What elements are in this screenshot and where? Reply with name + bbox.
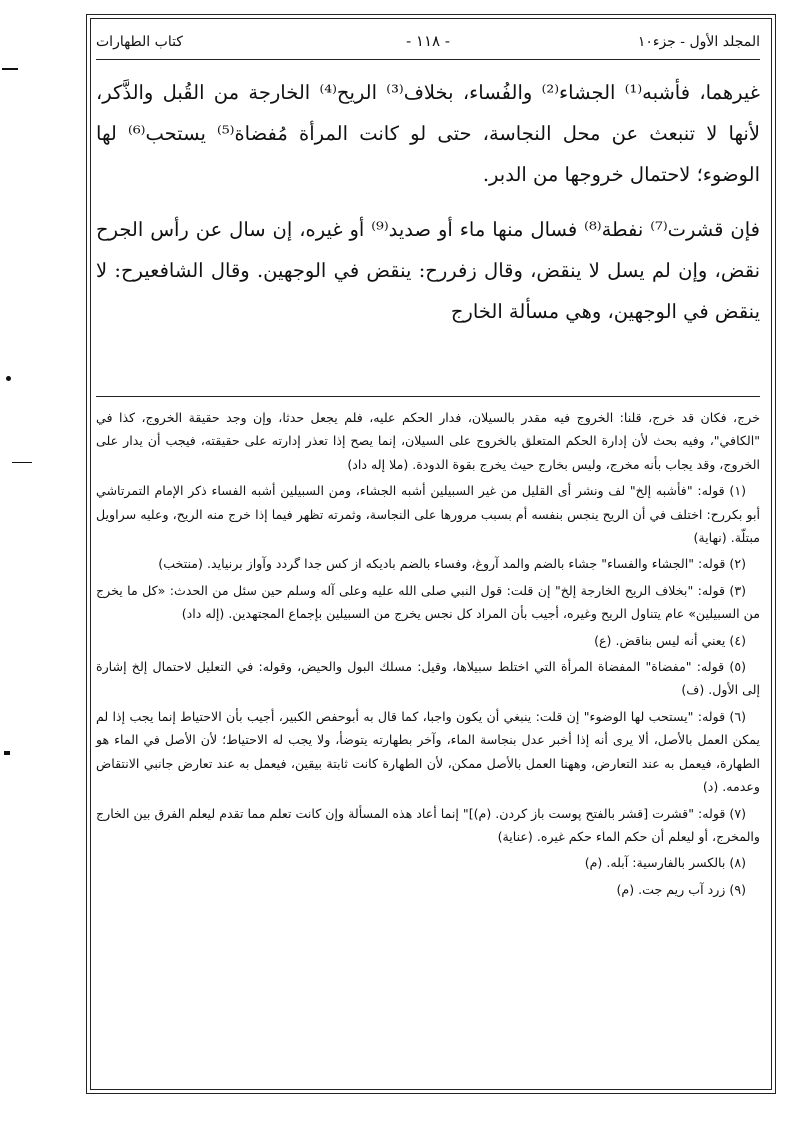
footnote-5: (٥) قوله: "مفضاة" المفضاة المرأة التي اختلط سبيلاها، وقيل: مسلك البول والحيض، وقوله: في التعليل لاحتمال إلخ إشارة إلى الأول. (ف) [96,659,760,698]
footnote-6: (٦) قوله: "يستحب لها الوضوء" إن قلت: ينبغي أن يكون واجبا، كما قال به أبوحفص الكبير، أجيب بأن الاحتياط إنما يجب إذا لم يمكن العمل بالأصل، ألا يرى أنه إذا أخبر عدل بنجاسة الماء، وآخر بطهارته يتوضأ، ولا يجب له الاحتياط؛ لأن الأصل في الماء هو الطهارة، فيعمل به عند التعارض، وههنا العمل بالأصل ممكن، لأن الطهارة كانت ثابتة بيقين، فيعمل به عند تعارض جانبي الانتقاض وعدمه. (د) [96,708,760,795]
scan-mark [4,751,10,755]
footnote-separator [96,396,760,397]
page-header [96,26,760,54]
footnote-8: (٨) بالكسر بالفارسية: آبله. (م) [584,855,746,871]
volume-label: المجلد الأول - جزء١٠ [637,34,760,50]
scan-mark [6,376,11,381]
main-paragraph-1: غيرهما، فأشبه⁽¹⁾ الجشاء⁽²⁾ والفُساء، بخلاف⁽³⁾ الريح⁽⁴⁾ الخارجة من القُبل والذَّكر، لأنها لا تنبعث عن محل النجاسة، حتى لو كانت المرأة مُفضاة⁽⁵⁾ يستحب⁽⁶⁾ لها الوضوء؛ لاحتمال خروجها من الدبر. [96,81,760,186]
book-title: كتاب الطهارات [96,34,183,50]
footnote-continuation: خرج، فكان قد خرج، قلنا: الخروج فيه مقدر بالسيلان، فدار الحكم عليه، فلم يجعل حدثا، وإن وجد حقيقة الخروج، كذا في "الكافي"، وفيه بحث لأن إدارة الحكم المتعلق بالخروج على السيلان، إنما يصح إذا تعذر إدارته على حقيقته، فيجب أن يدار على الخروج، وقد يجاب بأنه مخرج، وليس بخارج حيث يخرج بقوة الدودة. (ملا إله داد) [96,410,760,472]
footnote-4: (٤) يعني أنه ليس بناقض. (ع) [594,632,746,648]
footnote-2: (٢) قوله: "الجشاء والفساء" جشاء بالضم والمد آروغ، وفساء بالضم باديكه از كس جدا گردد وآواز برنيايد. (منتخب) [158,556,746,572]
footnotes [96,406,760,904]
page-number: - ١١٨ - [406,32,450,50]
footnote-1: (١) قوله: "فأشبه إلخ" لف ونشر أى القليل من غير السبيلين أشبه الجشاء، ومن السبيلين أشبه الفساء ذكر الإمام التمرتاشي أبو بكررح: اختلف في أن الريح ينجس بنفسه أم بسبب مرورها على النجاسة، وثمرته تظهر فيما إذا خرج منه الريح، وعليه سراويل مبتلّة. (نهاية) [96,483,760,546]
main-paragraph-2: فإن قشرت⁽⁷⁾ نفطة⁽⁸⁾ فسال منها ماء أو صديد⁽⁹⁾ أو غيره، إن سال عن رأس الجرح نقض، وإن لم يسل لا ينقض، وقال زفررح: ينقض في الوجهين. وقال الشافعيرح: لا ينقض في الوجهين، وهي مسألة الخارج [96,218,760,323]
scan-mark [2,68,18,70]
header-rule [96,59,760,60]
footnote-9: (٩) زرد آب ريم جت. (م) [616,881,746,897]
scan-mark [12,462,32,463]
footnote-7: (٧) قوله: "قشرت [قشر بالفتح پوست باز كردن. (م)]" إنما أعاد هذه المسألة وإن كانت تعلم مما تقدم ليعلم الفرق بين الخارج والمخرج، أو ليعلم أن حكم الماء حكم غيره. (عناية) [96,805,760,844]
main-text [96,72,760,332]
footnote-3: (٣) قوله: "بخلاف الريح الخارجة إلخ" إن قلت: قول النبي صلى الله عليه وعلى آله وسلم حين سئل من الحدث: «كل ما يخرج من السبيلين» عام يتناول الريح وغيره، أجيب بأن المراد كل نجس يخرج من السبيلين بإجماع المجتهدين. (إله داد) [96,582,760,622]
